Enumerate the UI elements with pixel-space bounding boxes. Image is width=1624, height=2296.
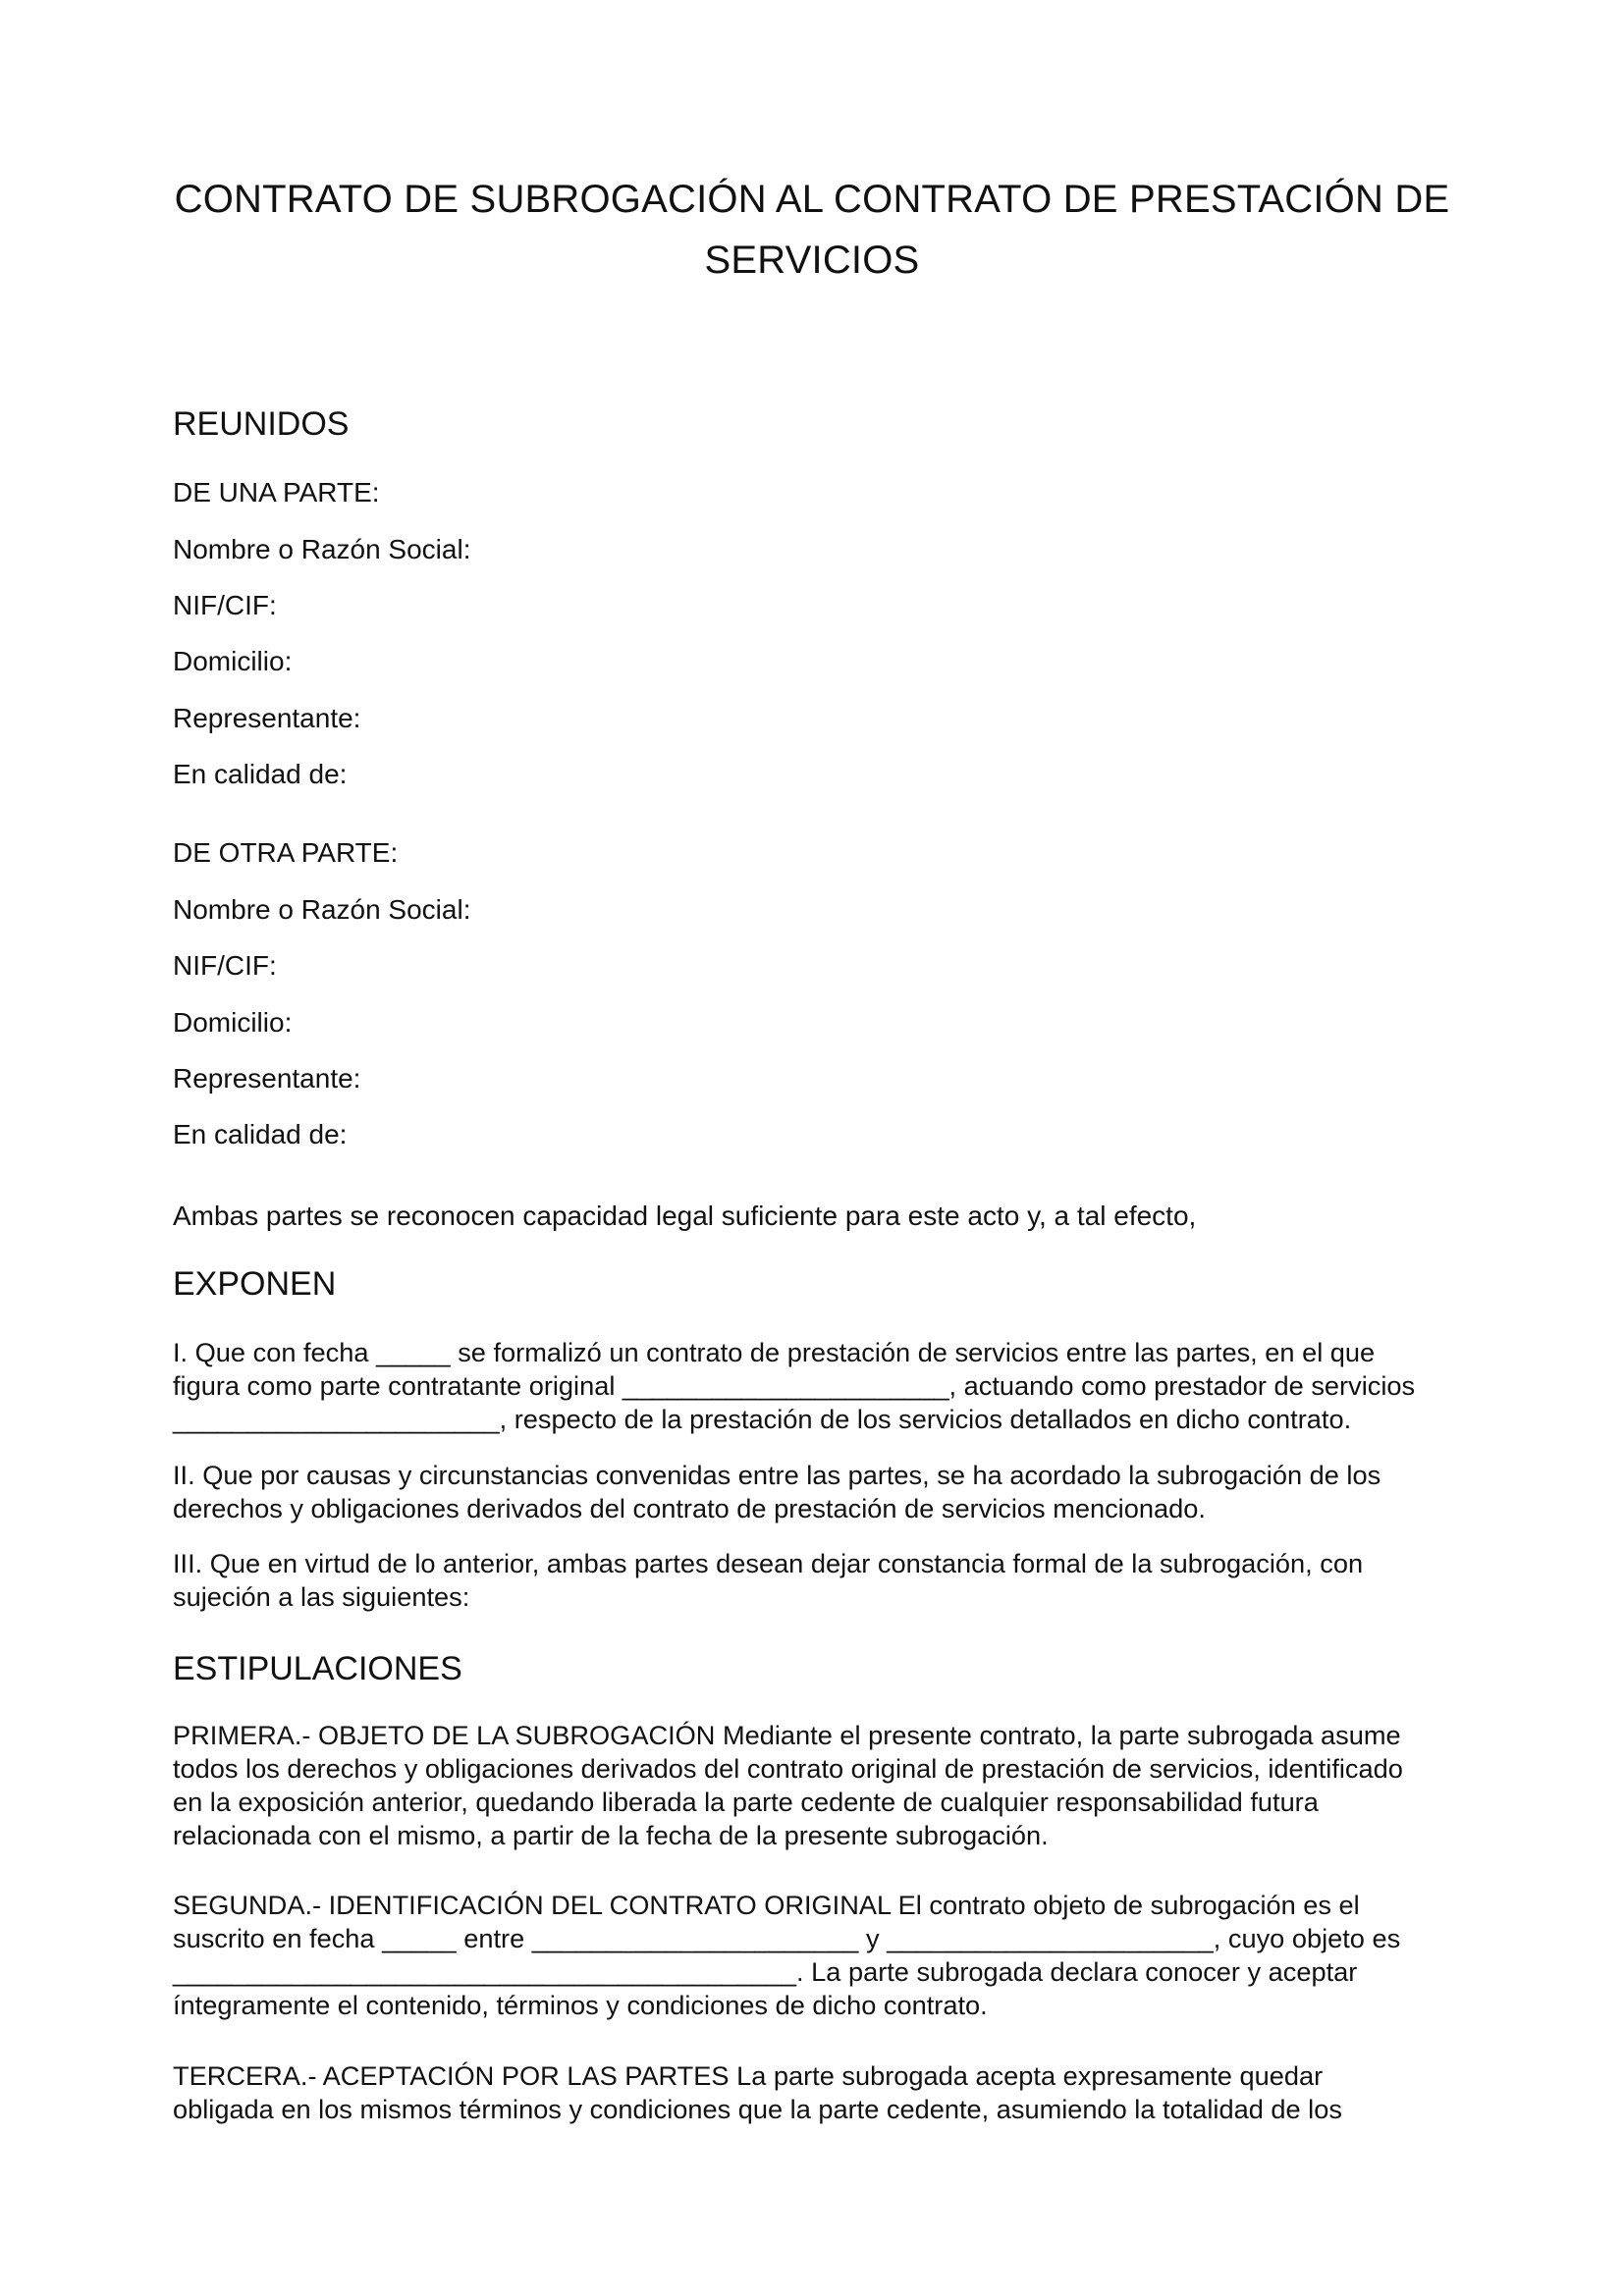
party-two-field-representante: Representante: xyxy=(173,1063,361,1094)
clause-primera: PRIMERA.- OBJETO DE LA SUBROGACIÓN Mediante el presente contrato, la parte subrogada asume todos los derechos y obligaciones derivados del contrato original de prestación de servicios, identificado en la exposición anterior, quedando liberada la parte cedente de cualquier responsabilidad futura relacionada con el mismo, a partir de la fecha de la presente subrogación. xyxy=(173,1720,1403,1850)
party-one-field-calidad: En calidad de: xyxy=(173,759,348,789)
party-one-label: DE UNA PARTE: xyxy=(173,477,380,507)
party-two-field-nif: NIF/CIF: xyxy=(173,950,277,981)
section-heading-exponen: EXPONEN xyxy=(173,1265,337,1303)
party-one-field-name: Nombre o Razón Social: xyxy=(173,534,471,564)
party-one-field-representante: Representante: xyxy=(173,703,361,733)
party-two-field-domicilio: Domicilio: xyxy=(173,1007,293,1038)
clause-segunda: SEGUNDA.- IDENTIFICACIÓN DEL CONTRATO ORIGINAL El contrato objeto de subrogación es el suscrito en fecha _____ entre ______________________ y ______________________, cuyo objeto es __________________________________________. La parte subrogada declara conocer y aceptar íntegramente el contenido, términos y condiciones de dicho contrato. xyxy=(173,1890,1401,2020)
party-two-label: DE OTRA PARTE: xyxy=(173,837,399,868)
reunidos-closing: Ambas partes se reconocen capacidad legal suficiente para este acto y, a tal efecto, xyxy=(173,1201,1197,1231)
exponen-paragraph-2: II. Que por causas y circunstancias convenidas entre las partes, se ha acordado la subrogación de los derechos y obligaciones derivados del contrato de prestación de servicios mencionado. xyxy=(173,1460,1381,1523)
section-heading-reunidos: REUNIDOS xyxy=(173,405,350,443)
document-title: CONTRATO DE SUBROGACIÓN AL CONTRATO DE PRESTACIÓN DE SERVICIOS xyxy=(174,178,1450,282)
exponen-paragraph-1: I. Que con fecha _____ se formalizó un contrato de prestación de servicios entre las partes, en el que figura como parte contratante original ______________________, actuando como prestador de servicios ______________________, respecto de la prestación de los servicios detallados en dicho contrato. xyxy=(173,1337,1416,1434)
section-heading-estipulaciones: ESTIPULACIONES xyxy=(173,1650,462,1687)
party-one-field-domicilio: Domicilio: xyxy=(173,646,293,676)
exponen-paragraph-3: III. Que en virtud de lo anterior, ambas partes desean dejar constancia formal de la subrogación, con sujeción a las siguientes: xyxy=(173,1548,1364,1612)
party-one-field-nif: NIF/CIF: xyxy=(173,590,277,620)
party-two-field-calidad: En calidad de: xyxy=(173,1119,348,1149)
party-two-field-name: Nombre o Razón Social: xyxy=(173,894,471,925)
clause-tercera: TERCERA.- ACEPTACIÓN POR LAS PARTES La parte subrogada acepta expresamente quedar obligada en los mismos términos y condiciones que la parte cedente, asumiendo la totalidad de los xyxy=(173,2060,1342,2124)
